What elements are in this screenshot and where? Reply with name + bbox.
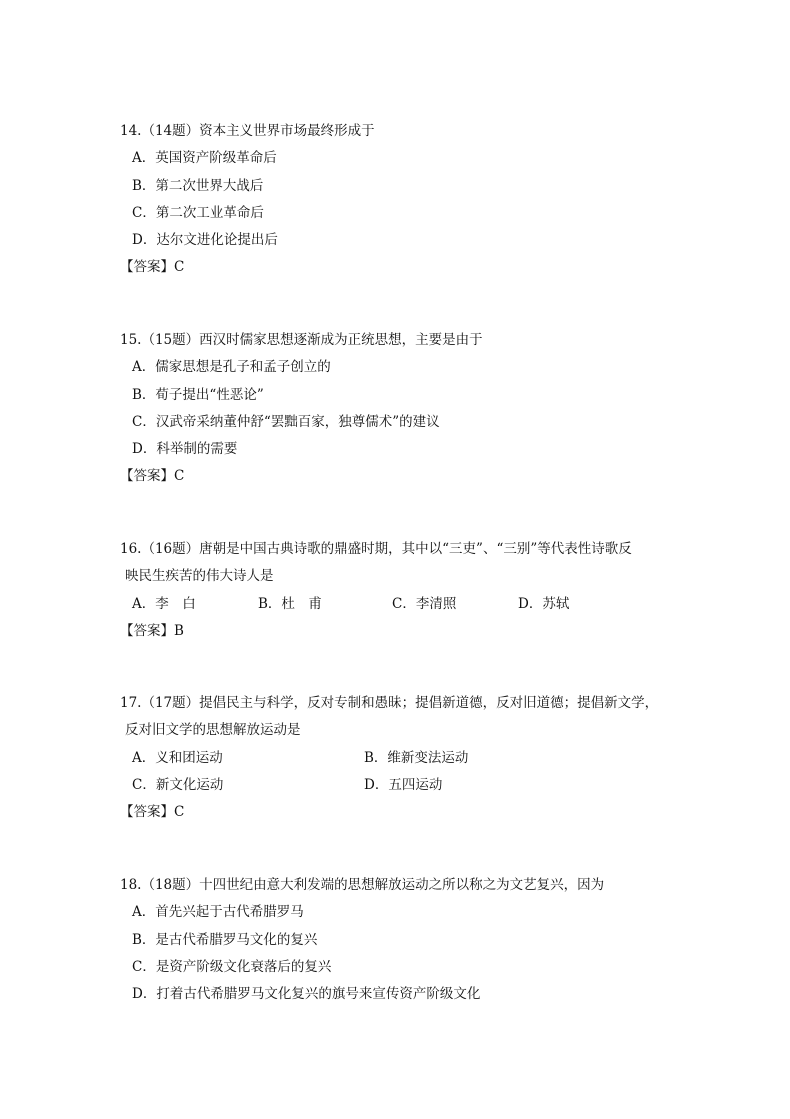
question-17-option-b: B．维新变法运动: [364, 750, 469, 766]
question-15-option-c: C．汉武帝采纳董仲舒“罢黜百家，独尊儒术”的建议: [132, 414, 440, 430]
question-14-stem: 14.（14题）资本主义世界市场最终形成于: [120, 123, 375, 139]
question-15-stem: 15.（15题）西汉时儒家思想逐渐成为正统思想，主要是由于: [120, 332, 483, 348]
question-16-option-a: A．李 白: [132, 596, 196, 612]
question-15-option-a: A．儒家思想是孔子和孟子创立的: [132, 359, 331, 375]
question-17-option-a: A．义和团运动: [132, 750, 223, 766]
question-16-answer: 【答案】B: [120, 623, 184, 639]
question-18-option-b: B．是古代希腊罗马文化的复兴: [132, 932, 318, 948]
question-16-option-c: C．李清照: [392, 596, 457, 612]
question-18-stem: 18.（18题）十四世纪由意大利发端的思想解放运动之所以称之为文艺复兴，因为: [120, 877, 605, 893]
question-15-option-d: D．科举制的需要: [132, 441, 238, 457]
question-15-option-b: B．荀子提出“性恶论”: [132, 387, 264, 403]
question-17-answer: 【答案】C: [120, 804, 185, 820]
question-14-answer: 【答案】C: [120, 259, 185, 275]
question-18-option-d: D．打着古代希腊罗马文化复兴的旗号来宣传资产阶级文化: [132, 986, 481, 1002]
question-17-option-c: C．新文化运动: [132, 777, 224, 793]
question-16-option-d: D．苏轼: [518, 596, 570, 612]
question-14-option-a: A．英国资产阶级革命后: [132, 150, 277, 166]
question-17-stem: 17.（17题）提倡民主与科学，反对专制和愚昧；提倡新道德，反对旧道德；提倡新文学，: [120, 695, 659, 711]
question-14-option-c: C．第二次工业革命后: [132, 205, 264, 221]
question-14-option-d: D．达尔文进化论提出后: [132, 232, 278, 248]
question-18-option-a: A．首先兴起于古代希腊罗马: [132, 904, 304, 920]
question-16-stem: 16.（16题）唐朝是中国古典诗歌的鼎盛时期，其中以“三吏”、“三别”等代表性诗歌反: [120, 541, 632, 557]
question-17-option-d: D．五四运动: [364, 777, 443, 793]
question-16-option-b: B．杜 甫: [258, 596, 322, 612]
question-15-answer: 【答案】C: [120, 468, 185, 484]
question-18-option-c: C．是资产阶级文化衰落后的复兴: [132, 959, 332, 975]
question-14-option-b: B．第二次世界大战后: [132, 178, 264, 194]
question-16-stem-continued: 映民生疾苦的伟大诗人是: [125, 568, 274, 584]
question-17-stem-continued: 反对旧文学的思想解放运动是: [125, 722, 301, 738]
